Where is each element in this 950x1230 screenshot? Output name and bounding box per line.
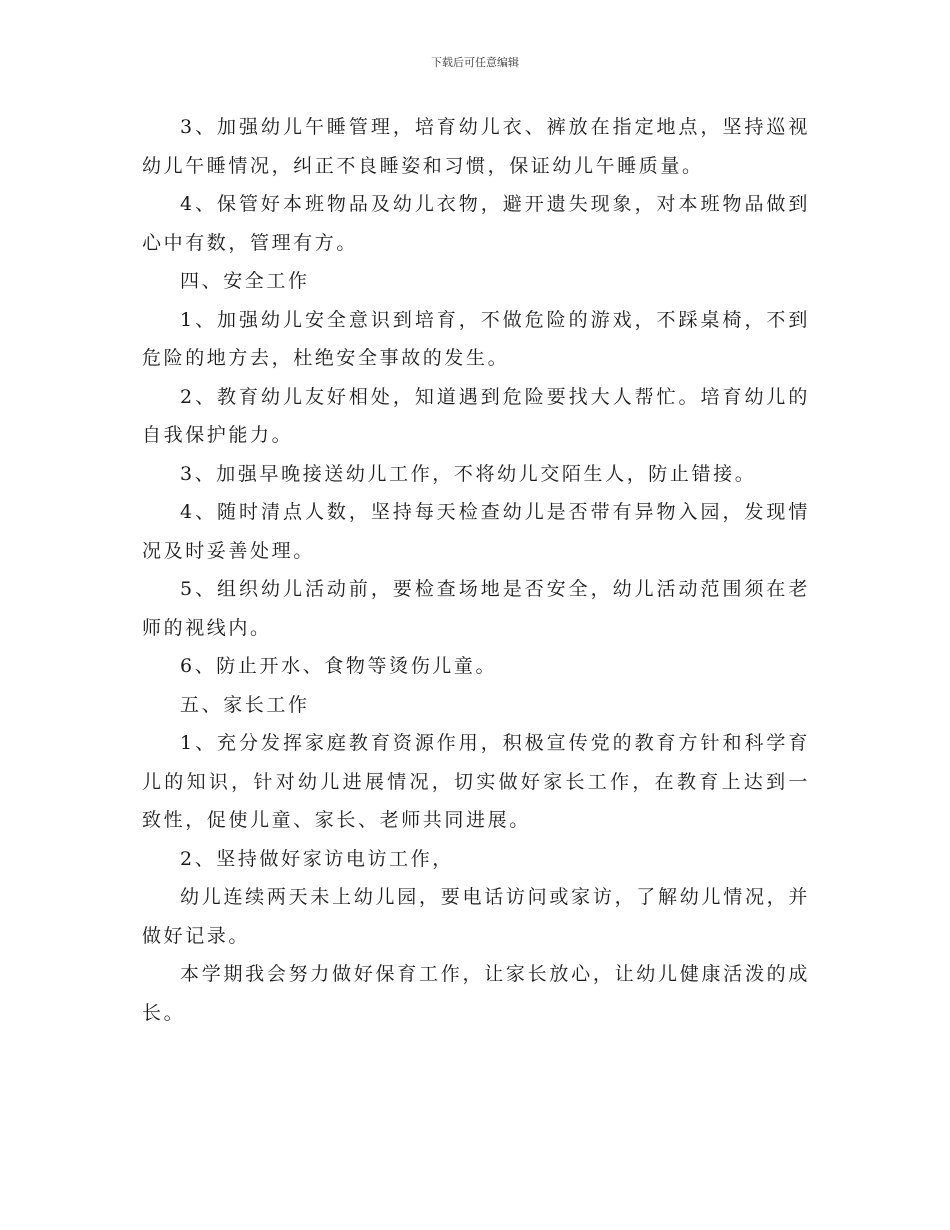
paragraph-home-visits: 2、坚持做好家访电访工作， [180, 847, 454, 870]
header-note: 下载后可任意编辑 [431, 56, 519, 69]
paragraph-family-education: 1、充分发挥家庭教育资源作用，积极宣传党的教育方针和科学育儿的知识，针对幼儿进展情况，切实做好家长工作，在教育上达到一致性，促使儿童、家长、老师共同进展。 [142, 732, 810, 831]
paragraph-belongings: 4、保管好本班物品及幼儿衣物，避开遗失现象，对本班物品做到心中有数，管理有方。 [142, 193, 810, 254]
paragraph-absence: 幼儿连续两天未上幼儿园，要电话访问或家访，了解幼儿情况，并做好记录。 [142, 886, 810, 947]
paragraph-activity-check: 5、组织幼儿活动前，要检查场地是否安全，幼儿活动范围须在老师的视线内。 [142, 578, 810, 639]
paragraph-headcount: 4、随时清点人数，坚持每天检查幼儿是否带有异物入园，发现情况及时妥善处理。 [142, 501, 810, 562]
paragraph-burns: 6、防止开水、食物等烫伤儿童。 [180, 655, 498, 677]
paragraph-pickup: 3、加强早晚接送幼儿工作，不将幼儿交陌生人，防止错接。 [180, 462, 757, 485]
document-body [142, 108, 810, 1032]
paragraph-safety-awareness: 1、加强幼儿安全意识到培育，不做危险的游戏，不踩桌椅，不到危险的地方去，杜绝安全事故的发生。 [142, 308, 810, 369]
section-heading-parents: 五、家长工作 [180, 693, 310, 716]
paragraph-nap-management: 3、加强幼儿午睡管理，培育幼儿衣、裤放在指定地点，坚持巡视幼儿午睡情况，纠正不良睡姿和习惯，保证幼儿午睡质量。 [142, 116, 810, 177]
paragraph-conclusion: 本学期我会努力做好保育工作，让家长放心，让幼儿健康活泼的成长。 [142, 963, 810, 1024]
paragraph-get-along: 2、教育幼儿友好相处，知道遇到危险要找大人帮忙。培育幼儿的自我保护能力。 [142, 385, 810, 446]
section-heading-safety: 四、安全工作 [180, 270, 310, 292]
